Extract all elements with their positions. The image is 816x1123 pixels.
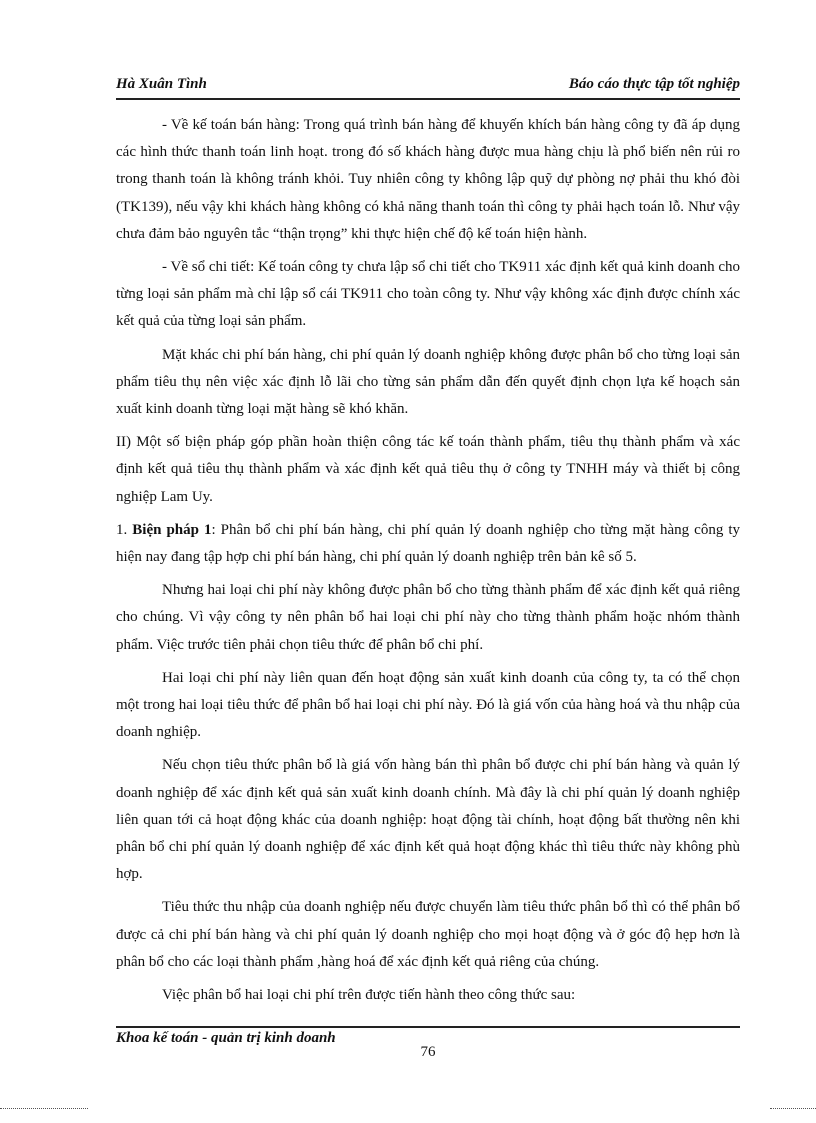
paragraph-measure-1 [116,517,740,571]
footer-faculty: Khoa kế toán - quản trị kinh doanh [116,1030,336,1046]
footer-divider [116,1026,740,1028]
measure-text: : Phân bổ chi phí bán hàng, chi phí quản lý doanh nghiệp cho từng mặt hàng công ty hiện nay đang tập hợp chi phí bán hàng, chi phí quản lý doanh nghiệp trên bản kê số 5. [116,521,741,566]
paragraph-formula-intro: Việc phân bổ hai loại chi phí trên được tiến hành theo công thức sau: [162,987,576,1004]
paragraph-sales-accounting: - Về kế toán bán hàng: Trong quá trình bán hàng để khuyến khích bán hàng công ty đã áp dụng các hình thức thanh toán linh hoạt. trong đó số khách hàng được mua hàng chịu là phổ biến nên rủi ro trong thanh toán là không tránh khỏi. Tuy nhiên công ty không lập quỹ dự phòng nợ phải thu khó đòi (TK139), nếu vậy khi khách hàng không có khả năng thanh toán thì công ty phải hạch toán lỗ. Như vậy chưa đảm bảo nguyên tắc “thận trọng” khi thực hiện chế độ kế toán hiện hành. [116,117,740,242]
page-header [116,76,740,100]
paragraph-cost-allocation: Mặt khác chi phí bán hàng, chi phí quản lý doanh nghiệp không được phân bổ cho từng loại sản phẩm tiêu thụ nên việc xác định lỗ lãi cho từng sản phẩm dẫn đến quyết định chọn lựa kế hoạch sản xuất kinh doanh từng loại mặt hàng sẽ khó khăn. [116,346,740,418]
page-number: 76 [420,1044,436,1060]
page-body [116,112,740,1015]
paragraph-detail-ledger: - Về sổ chi tiết: Kế toán công ty chưa lập sổ chi tiết cho TK911 xác định kết quả kinh doanh cho từng loại sản phẩm mà chỉ lập sổ cái TK911 cho toàn công ty. Như vậy không xác định được chính xác kết quả của từng loại sản phẩm. [116,259,740,330]
header-author: Hà Xuân Tình [116,76,207,92]
paragraph-cost-of-goods: Nếu chọn tiêu thức phân bổ là giá vốn hàng bán thì phân bổ được chi phí bán hàng và quản lý doanh nghiệp để xác định kết quả sản xuất kinh doanh chính. Mà đây là chi phí quản lý doanh nghiệp liên quan tới cả hoạt động khác của doanh nghiệp: hoạt động tài chính, hoạt động bất thường nên khi phân bổ chi phí quản lý doanh nghiệp để xác định kết quả hoạt động khác thì tiêu thức này không phù hợp. [116,757,740,883]
paragraph-income-criteria: Tiêu thức thu nhập của doanh nghiệp nếu được chuyển làm tiêu thức phân bổ thì có thể phân bổ được cả chi phí bán hàng và chi phí quản lý doanh nghiệp cho mọi hoạt động và ở góc độ hẹp hơn là phân bổ cho các loại thành phẩm ,hàng hoá để xác định kết quả riêng của chúng. [116,899,740,970]
page-edge-divider-left [0,1108,88,1109]
page-edge-divider-right [770,1108,816,1109]
paragraph-allocation-criteria: Nhưng hai loại chi phí này không được phân bổ cho từng thành phẩm để xác định kết quả riêng cho chúng. Vì vậy công ty nên phân bổ hai loại chi phí này cho từng thành phẩm hoặc nhóm thành phẩm. Việc trước tiên phải chọn tiêu thức để phân bổ chi phí. [116,582,740,653]
paragraph-two-criteria: Hai loại chi phí này liên quan đến hoạt động sản xuất kinh doanh của công ty, ta có thể chọn một trong hai loại tiêu thức để phân bổ hai loại chi phí này. Đó là giá vốn của hàng hoá và thu nhập của doanh nghiệp. [116,669,740,741]
header-report-title: Báo cáo thực tập tốt nghiệp [568,76,740,92]
measure-label: Biện pháp 1 [132,521,212,538]
measure-prefix: 1. [116,521,133,538]
section-heading-measures: II) Một số biện pháp góp phần hoàn thiện công tác kế toán thành phẩm, tiêu thụ thành phẩm và xác định kết quả tiêu thụ thành phẩm và xác định kết quả tiêu thụ ở công ty TNHH máy và thiết bị công nghiệp Lam Uy. [116,434,740,505]
